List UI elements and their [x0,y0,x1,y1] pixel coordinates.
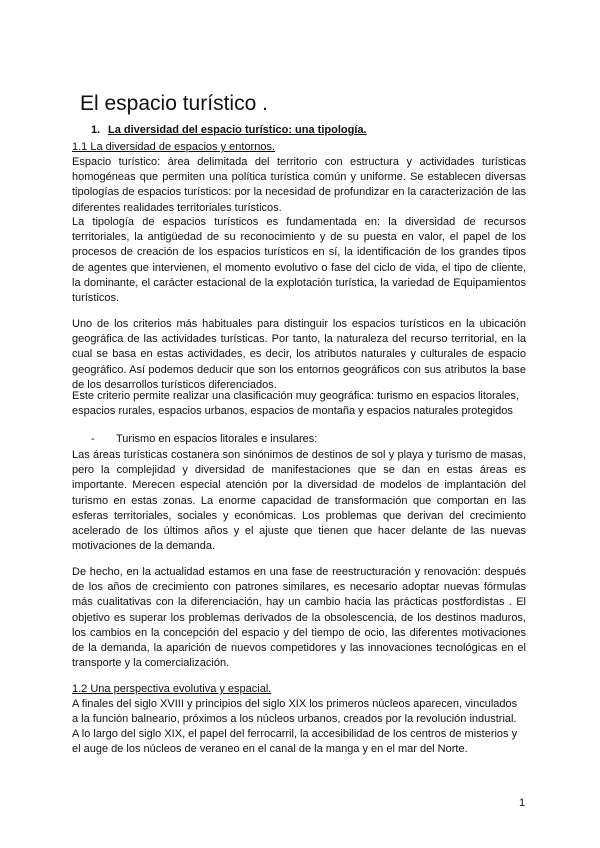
paragraph-19th-century: A lo largo del siglo XIX, el papel del ferrocarril, la accesibilidad de los centros de misterios y el auge de los núcleos de veraneo en el canal de la manga y en el mar del Norte. [72,728,518,756]
page-number: 1 [519,797,526,809]
paragraph-definition: Espacio turístico: área delimitada del territorio con estructura y actividades turísticas homogéneas que permiten una política turística común y uniforme. Se establecen diversas tipologías de espacios turísticos: por la necesidad de profundizar en la caracterización de las diferentes realidades territoriales turísticos. [72,156,526,214]
subsection-heading-1-2: 1.2 Una perspectiva evolutiva y espacial. [72,683,272,695]
paragraph-classification: Este criterio permite realizar una clasificación muy geográfica: turismo en espacios litorales, espacios rurales, espacios urbanos, espacios de montaña y espacios naturales protegidos [72,390,519,418]
paragraph-18th-century: A finales del siglo XVIII y principios del siglo XIX los primeros núcleos aparecen, vinculados a la función balneario, próximos a los núcleos urbanos, creados por la revolución industrial. [72,698,518,726]
section-number: 1. [91,124,101,136]
bullet-item [91,433,317,445]
paragraph-typology-basis: La tipología de espacios turísticos es fundamentada en: la diversidad de recursos territoriales, la antigüedad de su reconocimiento y de su puesta en valor, el papel de los procesos de creación de los espacios turísticos en sí, la identificación de los grandes tipos de agentes que intervienen, el momento evolutivo o fase del ciclo de vida, el tipo de cliente, la dominante, el carácter estacional de la explotación turística, la variedad de Equipamientos turísticos. [72,216,526,305]
subsection-heading-1-1: 1.1 La diversidad de espacios y entornos. [72,141,276,153]
bullet-dash: - [91,433,95,445]
section-heading-text: La diversidad del espacio turístico: una tipología. [108,124,367,136]
section-heading [91,124,367,136]
document-title: El espacio turístico . [80,92,268,115]
paragraph-geographic-criteria: Uno de los criterios más habituales para distinguir los espacios turísticos en la ubicación geográfica de las actividades turísticas. Por tanto, la naturaleza del recurso territorial, en la cual se basa en estas actividades, es decir, los atributos naturales y culturales de espacio geográfico. Así podemos deducir que son los entornos geográficos con sus atributos la base de los desarrollos turísticos diferenciados. [72,318,526,391]
paragraph-coastal-areas: Las áreas turísticas costanera son sinónimos de destinos de sol y playa y turismo de masas, pero la complejidad y diversidad de manifestaciones que se dan en estas áreas es importante. Merecen especial atención por la diversidad de modelos de implantación del turismo en estas zonas. La enorme capacidad de transformación que comportan en las esferas territoriales, sociales y económicas. Los problemas que derivan del crecimiento acelerado de los últimos años y el ajuste que tienen que hacer delante de las nuevas motivaciones de la demanda. [72,449,526,553]
bullet-text: Turismo en espacios litorales e insulares: [116,433,318,445]
paragraph-restructuring: De hecho, en la actualidad estamos en una fase de reestructuración y renovación: después de los años de crecimiento con patrones similares, es necesario adoptar nuevas fórmulas más cualitativas con la diferenciación, hay un cambio hacia las prácticas postfordistas . El objetivo es superar los problemas derivados de la obsolescencia, de los destinos maduros, los cambios en la concepción del espacio y del tiempo de ocio, las diferentes motivaciones de la demanda, la aparición de nuevos competidores y las innovaciones tecnológicas en el transporte y la comercialización. [72,566,526,670]
